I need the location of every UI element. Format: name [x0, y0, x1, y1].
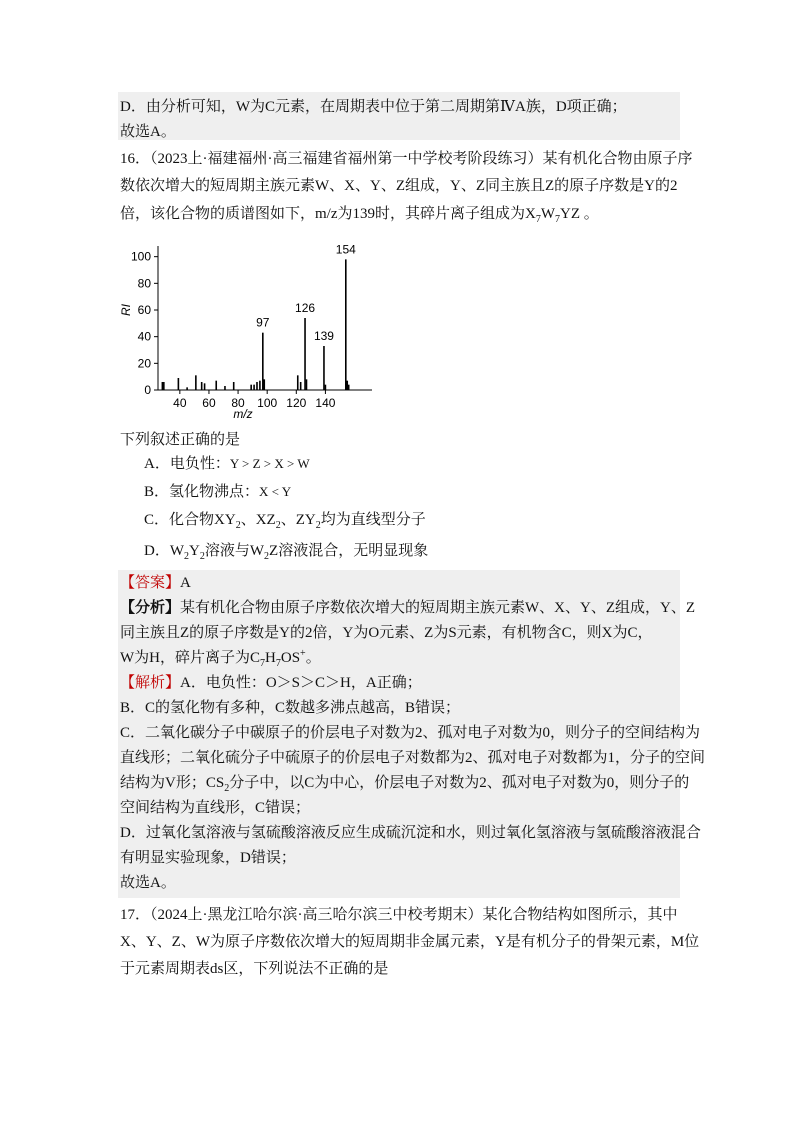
explain-line7: D．过氧化氢溶液与氢硫酸溶液反应生成硫沉淀和水，则过氧化氢溶液与氢硫酸溶液混合	[120, 825, 701, 841]
answer-value: A	[180, 575, 191, 591]
y-tick-label: 0	[144, 383, 151, 397]
option-d-text: 溶液混合，无明显现象	[278, 543, 429, 559]
y-tick-label: 100	[130, 249, 151, 264]
option-a-expr: Y > Z > X > W	[229, 456, 310, 471]
answer-tag: 【答案】	[120, 575, 181, 591]
analysis-tag: 【分析】	[120, 600, 181, 616]
analysis-line3: W为H，碎片离子为$C_7H_7OS^+$。	[120, 648, 321, 669]
option-b-expr: X < Y	[259, 484, 292, 499]
q17-stem-line2: X、Y、Z、W为原子序数依次增大的短周期非金属元素，Y是有机分子的骨架元素，M位	[120, 934, 700, 950]
y-tick-label: 40	[137, 329, 151, 344]
q17-stem-line3: 于元素周期表ds区，下列说法不正确的是	[120, 961, 389, 977]
q17-stem-line1: 17．（2024上·黑龙江哈尔滨·高三哈尔滨三中校考期末）某化合物结构如图所示，其中	[120, 907, 678, 923]
peak-label: 126	[295, 301, 316, 315]
option-d[interactable]: D．$W_2Y_2$溶液与$W_2Z$溶液混合，无明显现象	[144, 543, 429, 562]
q16-stem-line3-end: 。	[583, 206, 599, 222]
q16-stem-line3-text: 倍，该化合物的质谱图如下，m/z为139时，其碎片离子组成为	[120, 206, 525, 222]
explain-line1: 【解析】A．电负性：O＞S＞C＞H，A正确；	[120, 675, 422, 691]
peak-label: 97	[256, 315, 270, 330]
peak-label: 154	[335, 242, 356, 257]
option-c-text: 均为直线型分子	[320, 512, 426, 528]
explain-line2: B．C的氢化物有多种，C数越多沸点越高，B错误；	[120, 700, 461, 716]
explain-line6: 空间结构为直线形，C错误；	[120, 800, 311, 816]
fragment-ion: $C_7H_7OS^+$。	[250, 648, 321, 669]
peak-label: 139	[313, 329, 334, 343]
y-tick-label: 80	[137, 276, 151, 291]
explain-line5: 结构为V形；$CS_2$分子中，以C为中心，价层电子对数为2、孤对电子对数为0，则分子的	[120, 775, 690, 794]
option-d-label: D．	[144, 543, 170, 559]
explain-line9: 故选A。	[120, 875, 176, 891]
analysis-line2: 同主族且Z的原子序数是Y的2倍，Y为O元素、Z为S元素，有机物含C，则X为C，	[120, 625, 653, 641]
prev-solution-conclusion: 故选A。	[120, 124, 176, 140]
explain-tag: 【解析】	[120, 675, 181, 691]
x-tick-label: 140	[315, 396, 336, 410]
q16-prompt: 下列叙述正确的是	[120, 432, 241, 448]
analysis-line1: 【分析】某有机化合物由原子序数依次增大的短周期主族元素W、X、Y、Z组成，Y、Z	[120, 600, 695, 616]
mass-spectrum-chart	[110, 228, 380, 418]
fragment-formula: $X_7W_7YZ$	[525, 206, 581, 225]
prev-solution-line: D．由分析可知，W为C元素，在周期表中位于第二周期第ⅣA族，D项正确；	[120, 99, 627, 115]
option-b-label: B．氢化物沸点：	[144, 484, 260, 500]
q16-stem-line3	[120, 204, 599, 224]
explain-line3: C．二氧化碳分子中碳原子的价层电子对数为2、孤对电子对数为0，则分子的空间结构为	[120, 725, 701, 741]
x-tick-label: 60	[202, 396, 216, 410]
x-tick-label: 100	[257, 396, 278, 410]
option-a-label: A．电负性：	[144, 456, 230, 472]
x-axis-label: m/z	[233, 407, 253, 418]
x-tick-label: 40	[173, 396, 187, 410]
answer-line	[120, 573, 191, 593]
option-a[interactable]	[144, 454, 310, 474]
y-tick-label: 20	[137, 356, 151, 371]
explain-line4: 直线形；二氧化硫分子中硫原子的价层电子对数都为2、孤对电子对数都为1，分子的空间	[120, 750, 706, 766]
q16-stem-line1: 16．（2023上·福建福州·高三福建省福州第一中学校考阶段练习）某有机化合物由原子序	[120, 151, 693, 167]
x-tick-label: 120	[286, 396, 307, 410]
option-d-mid: 溶液与	[204, 543, 250, 559]
y-tick-label: 60	[137, 303, 151, 317]
chart-peak-labels	[256, 242, 356, 343]
option-c[interactable]: C．化合物$XY_2$、$XZ_2$、$ZY_2$均为直线型分子	[144, 512, 426, 531]
y-axis-label: RI	[119, 304, 133, 316]
option-b[interactable]	[144, 482, 291, 502]
option-c-label: C．化合物	[144, 512, 215, 528]
x-tick-label: 80	[231, 396, 245, 410]
explain-line8: 有明显实验现象，D错误；	[120, 850, 296, 866]
q16-stem-line2: 数依次增大的短周期主族元素W、X、Y、Z组成，Y、Z同主族且Z的原子序数是Y的2	[120, 178, 678, 194]
